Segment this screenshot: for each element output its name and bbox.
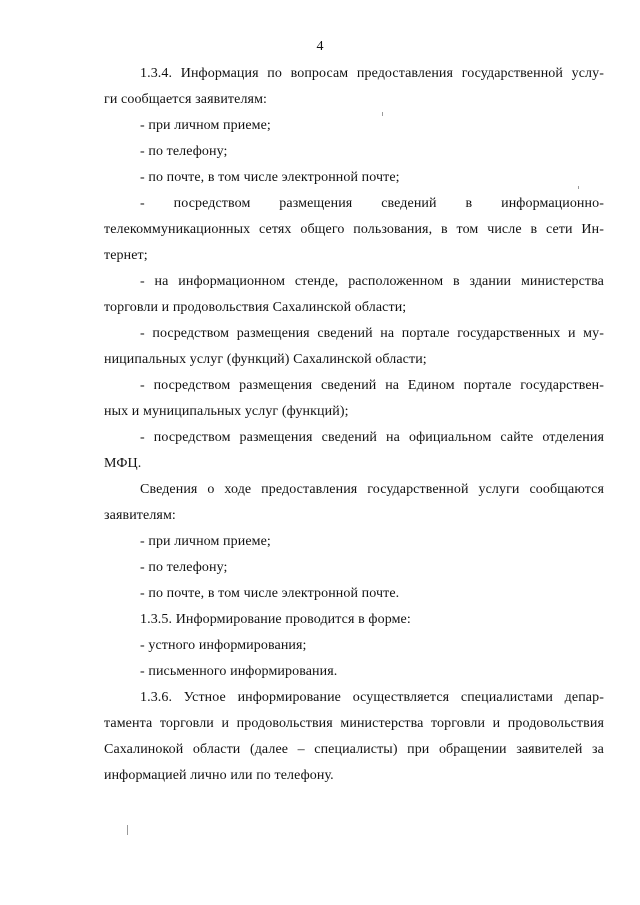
document-body [104, 61, 604, 789]
word: информационно- [501, 196, 604, 211]
word: посредством [173, 196, 251, 211]
paragraph: Сведения о ходе предоставления государственной услуги сообщаются [140, 482, 604, 497]
paragraph: ги сообщается заявителям: [104, 92, 268, 107]
paragraph: - посредством размещения сведений на Едином портале государствен- [140, 378, 604, 393]
paragraph: заявителям: [104, 508, 176, 523]
paragraph: - посредством размещения сведений на портале государственных и му- [140, 326, 604, 341]
paragraph: - на информационном стенде, расположенном в здании министерства [140, 274, 604, 289]
paragraph: телекоммуникационных сетях общего пользования, в том числе в сети Ин- [104, 222, 604, 237]
paragraph-spread-line [104, 191, 604, 217]
paragraph: 1.3.6. Устное информирование осуществляется специалистами депар- [140, 690, 604, 705]
list-item: - письменного информирования. [140, 664, 338, 679]
paragraph: тамента торговли и продовольствия министерства торговли и продовольствия [104, 716, 604, 731]
page-number: 4 [316, 39, 324, 54]
paragraph: торговли и продовольствия Сахалинской области; [104, 300, 407, 315]
word: - [140, 196, 145, 211]
paragraph: информацией лично или по телефону. [104, 768, 334, 783]
scan-speck [578, 186, 579, 189]
scan-speck [127, 825, 128, 835]
word: сведений [381, 196, 437, 211]
paragraph: МФЦ. [104, 456, 142, 471]
list-item: - по телефону; [140, 144, 228, 159]
paragraph: ниципальных услуг (функций) Сахалинской области; [104, 352, 427, 367]
paragraph: Сахалинокой области (далее – специалисты) при обращении заявителей за [104, 742, 604, 757]
list-item: - устного информирования; [140, 638, 307, 653]
paragraph: 1.3.4. Информация по вопросам предоставления государственной услу- [140, 66, 604, 81]
paragraph: - посредством размещения сведений на официальном сайте отделения [140, 430, 604, 445]
list-item: - по почте, в том числе электронной почте. [140, 586, 400, 601]
word: размещения [279, 196, 353, 211]
list-item: - при личном приеме; [140, 534, 271, 549]
list-item: - при личном приеме; [140, 118, 271, 133]
paragraph: 1.3.5. Информирование проводится в форме: [140, 612, 411, 627]
list-item: - по телефону; [140, 560, 228, 575]
paragraph: тернет; [104, 248, 148, 263]
word: в [465, 196, 473, 211]
scan-speck [382, 112, 383, 116]
paragraph: ных и муниципальных услуг (функций); [104, 404, 349, 419]
list-item: - по почте, в том числе электронной почте; [140, 170, 400, 185]
